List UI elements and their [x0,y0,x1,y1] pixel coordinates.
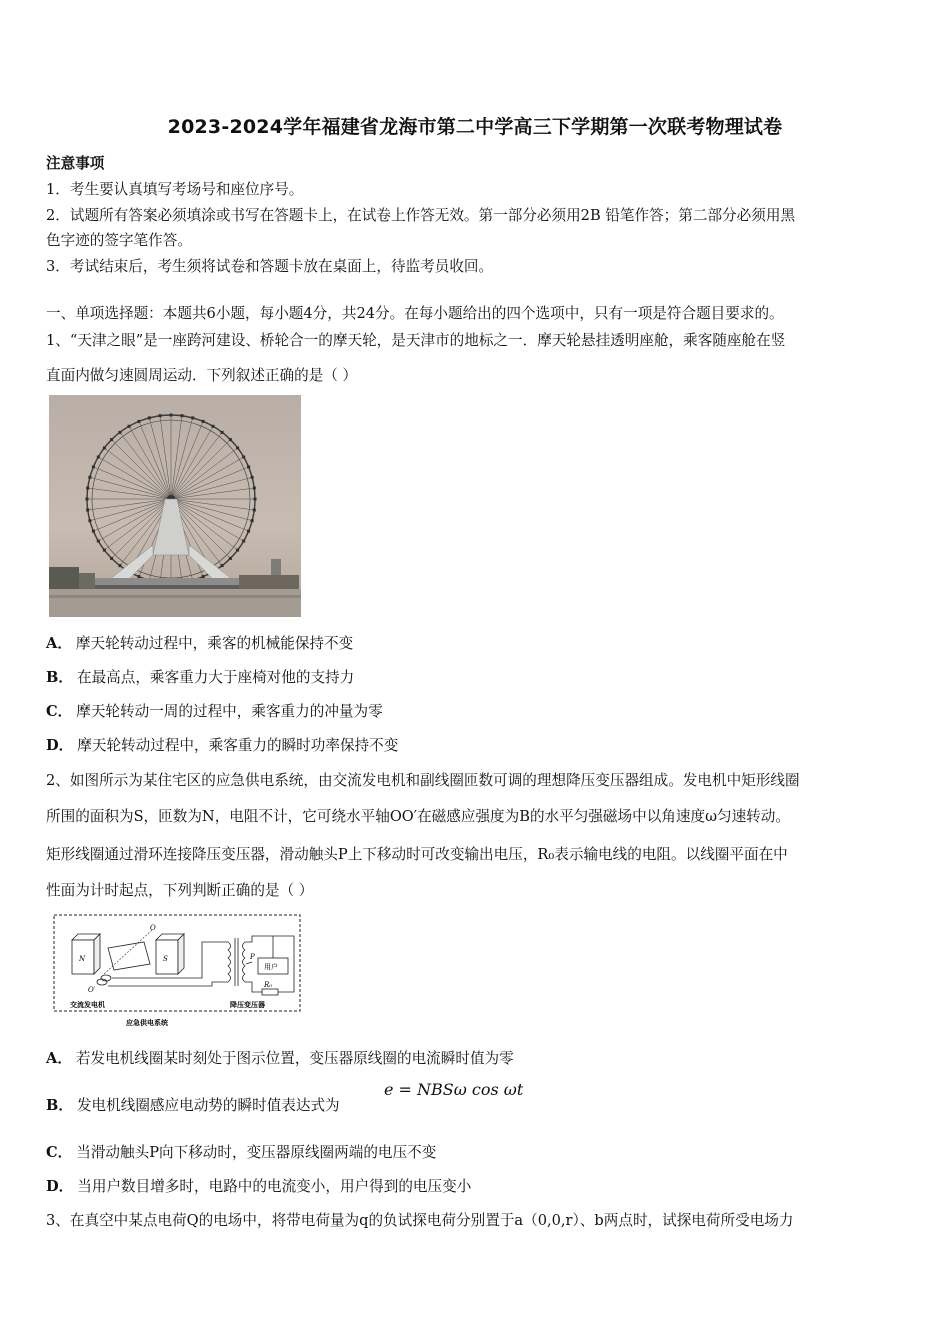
notice-item-2-cont: 色字迹的签字笔作答。 [46,232,192,249]
exam-title: 2023-2024学年福建省龙海市第二中学高三下学期第一次联考物理试卷 [167,116,783,138]
q1-option-c[interactable]: C． 摩天轮转动一周的过程中，乘客重力的冲量为零 [46,703,383,720]
axis-o-label: O [150,924,156,932]
section-heading: 一、单项选择题：本题共6小题，每小题4分，共24分。在每小题给出的四个选项中，只有一项是符合题目要求的。 [46,305,784,322]
notice-item-2: 2．试题所有答案必须填涂或书写在答题卡上，在试卷上作答无效。第一部分必须用2B 铅笔作答；第二部分必须用黑 [46,207,796,224]
q1-option-b[interactable]: B． 在最高点，乘客重力大于座椅对他的支持力 [46,669,355,686]
q2-option-c[interactable]: C． 当滑动触头P向下移动时，变压器原线圈两端的电压不变 [46,1144,437,1161]
axis-o2-label: O′ [88,986,96,994]
q2-stem-line-4: 性面为计时起点，下列判断正确的是（ ） [46,882,314,899]
user-box-label: 用户 [264,963,278,971]
notice-item-3: 3．考试结束后，考生须将试卷和答题卡放在桌面上，待监考员收回。 [46,258,494,275]
system-caption: 应急供电系统 [126,1018,168,1027]
q2-stem-line-2: 所围的面积为S，匝数为N，电阻不计，它可绕水平轴OO′在磁感应强度为B的水平匀强磁场中以角速度ω匀速转动。 [46,808,790,825]
magnet-n-label: N [79,955,86,963]
q2-option-d[interactable]: D． 当用户数目增多时，电路中的电流变小，用户得到的电压变小 [46,1178,472,1195]
generator-caption: 交流发电机 [70,1000,105,1009]
q1-stem-line-1: 1、“天津之眼”是一座跨河建设、桥轮合一的摩天轮，是天津市的地标之一．摩天轮悬挂透明座舱，乘客随座舱在竖 [46,332,786,349]
magnet-s-label: S [163,955,168,963]
resistor-label: R₀ [264,981,273,989]
power-supply-diagram [52,912,304,1030]
q1-option-d[interactable]: D． 摩天轮转动过程中，乘客重力的瞬时功率保持不变 [46,737,399,754]
q1-option-a[interactable]: A． 摩天轮转动过程中，乘客的机械能保持不变 [46,635,354,652]
notice-heading: 注意事项 [46,155,105,172]
emf-formula: e = NBSω cos ωt [384,1080,524,1099]
q2-option-a[interactable]: A． 若发电机线圈某时刻处于图示位置，变压器原线圈的电流瞬时值为零 [46,1050,514,1067]
q2-option-b[interactable]: B． 发电机线圈感应电动势的瞬时值表达式为 [46,1097,340,1114]
q3-stem-line-1: 3、在真空中某点电荷Q的电场中，将带电荷量为q的负试探电荷分别置于a（0,0,r）、b两点时，试探电荷所受电场力 [46,1212,794,1229]
transformer-caption: 降压变压器 [230,1000,265,1009]
q2-stem-line-3: 矩形线圈通过滑环连接降压变压器，滑动触头P上下移动时可改变输出电压，R₀表示输电线的电阻。以线圈平面在中 [46,846,788,863]
q1-stem-line-2: 直面内做匀速圆周运动．下列叙述正确的是（ ） [46,367,358,384]
contact-p-label: P [250,953,255,961]
ferris-wheel-photo [49,395,301,617]
q2-stem-line-1: 2、如图所示为某住宅区的应急供电系统，由交流发电机和副线圈匝数可调的理想降压变压器组成。发电机中矩形线圈 [46,772,800,789]
notice-item-1: 1．考生要认真填写考场号和座位序号。 [46,181,304,198]
